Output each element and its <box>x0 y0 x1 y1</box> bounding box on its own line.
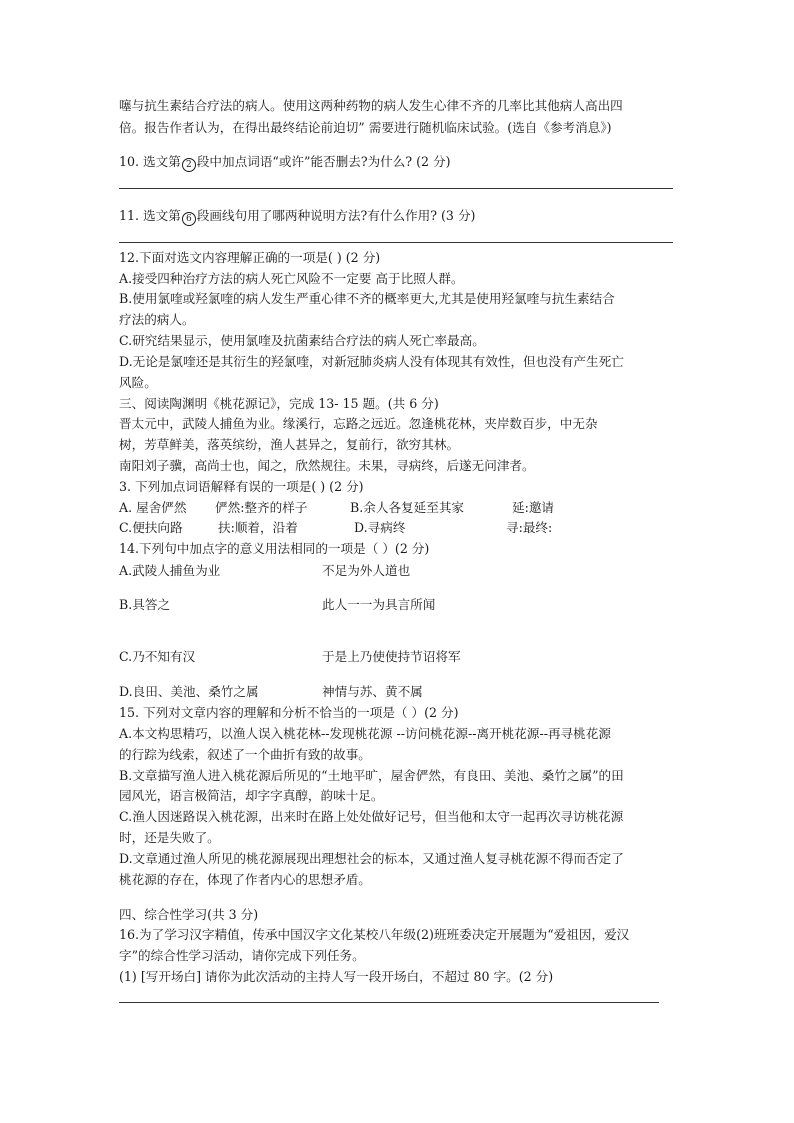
q15-option: D.文章通过渔人所见的桃花源展现出理想社会的标本，又通过渔人复寻桃花源不得而否定了 <box>119 851 624 866</box>
paragraph-line: 噻与抗生素结合疗法的病人。使用这两种药物的病人发生心律不齐的几率比其他病人高出四 <box>119 98 623 113</box>
circled-number: 6 <box>182 212 196 226</box>
q10-before: 10. 选文第 <box>119 154 181 169</box>
q13-stem: 3. 下列加点词语解释有误的一项是( ) (2 分) <box>119 479 364 494</box>
q16-task: (1) [写开场白] 请你为此次活动的主持人写一段开场白，不超过 80 字。(2 分) <box>119 969 554 984</box>
q14-sentence-b: 不足为外人道也 <box>322 563 411 578</box>
circled-number: 2 <box>182 158 196 172</box>
q14-sentence-a: A.武陵人捕鱼为业 <box>119 563 221 578</box>
q12-option: 风险。 <box>119 375 157 390</box>
paragraph-line: 倍。报告作者认为，在得出最终结论前迫切” 需要进行随机临床试验。(选自《参考消息》) <box>119 120 612 135</box>
section-heading: 三、阅读陶渊明《桃花源记》，完成 13- 15 题。(共 6 分) <box>119 396 439 411</box>
passage-line: 南阳刘子骥，高尚士也，闻之，欣然规往。未果，寻病终，后遂无问津者。 <box>119 458 535 473</box>
question-10 <box>119 154 451 172</box>
q13-gloss: 俨然:整齐的样子 <box>215 500 308 515</box>
q13-option: D.寻病终 <box>354 520 406 535</box>
q15-option: B.文章描写渔人进入桃花源后所见的“土地平旷，屋舍俨然，有良田、美池、桑竹之属”的田 <box>119 768 624 783</box>
q12-option: B.使用氯喹或羟氯喹的病人发生严重心律不齐的概率更大,尤其是使用羟氯喹与抗生素结合 <box>119 291 615 306</box>
q14-sentence-b: 神情与苏、黄不属 <box>322 684 423 699</box>
q12-stem: 12.下面对选文内容理解正确的一项是( ) (2 分) <box>119 250 381 265</box>
q13-gloss: 寻:最终: <box>506 520 553 535</box>
q13-option: B.余人各复延至其家 <box>350 500 465 515</box>
q12-option: A.接受四种治疗方法的病人死亡风险不一定要 高于比照人群。 <box>119 271 464 286</box>
passage-line: 树，芳草鲜美，落英缤纷，渔人甚异之，复前行，欲穷其林。 <box>119 437 460 452</box>
q16-stem: 16.为了学习汉字精值，传承中国汉字文化某校八年级(2)班班委决定开展题为“爱祖因，爱汉 <box>119 927 630 942</box>
q15-option: 园风光，语言极简洁，却字字真醇，韵味十足。 <box>119 788 384 803</box>
q14-stem: 14.下列句中加点字的意义用法相同的一项是（ ）(2 分) <box>119 541 430 556</box>
q16-stem: 字”的综合性学习活动，请你完成下列任务。 <box>119 948 365 963</box>
q14-sentence-a: D.良田、美池、桑竹之属 <box>119 684 259 699</box>
q12-option: C.研究结果显示，使用氯喹及抗菌素结合疗法的病人死亡率最高。 <box>119 333 485 348</box>
q12-option: 疗法的病人。 <box>119 312 195 327</box>
answer-line <box>119 1002 659 1003</box>
q14-sentence-b: 此人一一为具言所闻 <box>322 597 436 612</box>
section-heading: 四、综合性学习(共 3 分) <box>119 907 259 922</box>
answer-line <box>119 242 673 243</box>
q13-option: C.便扶向路 <box>119 520 183 535</box>
q15-option: C.渔人因迷路误入桃花源，出来时在路上处处做好记号，但当他和太守一起再次寻访桃花源 <box>119 809 624 824</box>
q15-option: 时，还是失败了。 <box>119 830 220 845</box>
q14-sentence-a: C.乃不知有汉 <box>119 649 196 664</box>
q15-stem: 15. 下列对文章内容的理解和分析不恰当的一项是（ ）(2 分) <box>119 705 459 720</box>
q13-gloss: 扶:顺着，沿着 <box>218 520 298 535</box>
question-11 <box>119 208 475 226</box>
q13-option: A. 屋舍俨然 <box>119 500 187 515</box>
q11-before: 11. 选文第 <box>119 208 181 223</box>
q15-option: 的行踪为线索，叙述了一个曲折有致的故事。 <box>119 747 371 762</box>
q15-option: 桃花源的存在，体现了作者内心的思想矛盾。 <box>119 872 371 887</box>
q10-after: 段中加点词语“或许”能否删去?为什么? (2 分) <box>196 154 451 169</box>
answer-line <box>119 188 673 189</box>
q14-sentence-b: 于是上乃使使持节诏将军 <box>322 649 461 664</box>
passage-line: 晋太元中，武陵人捕鱼为业。缘溪行，忘路之远近。忽逢桃花林，夹岸数百步，中无杂 <box>119 416 598 431</box>
q14-sentence-a: B.具答之 <box>119 597 171 612</box>
q12-option: D.无论是氯喹还是其衍生的羟氯喹，对新冠肺炎病人没有体现其有效性，但也没有产生死亡 <box>119 354 624 369</box>
q15-option: A.本文构思精巧，以渔人误入桃花林--发现桃花源 --访问桃花源--离开桃花源--再寻桃花源 <box>119 726 611 741</box>
q13-gloss: 延:邀请 <box>512 500 555 515</box>
q11-after: 段画线句用了哪两种说明方法?有什么作用? (3 分) <box>196 208 476 223</box>
